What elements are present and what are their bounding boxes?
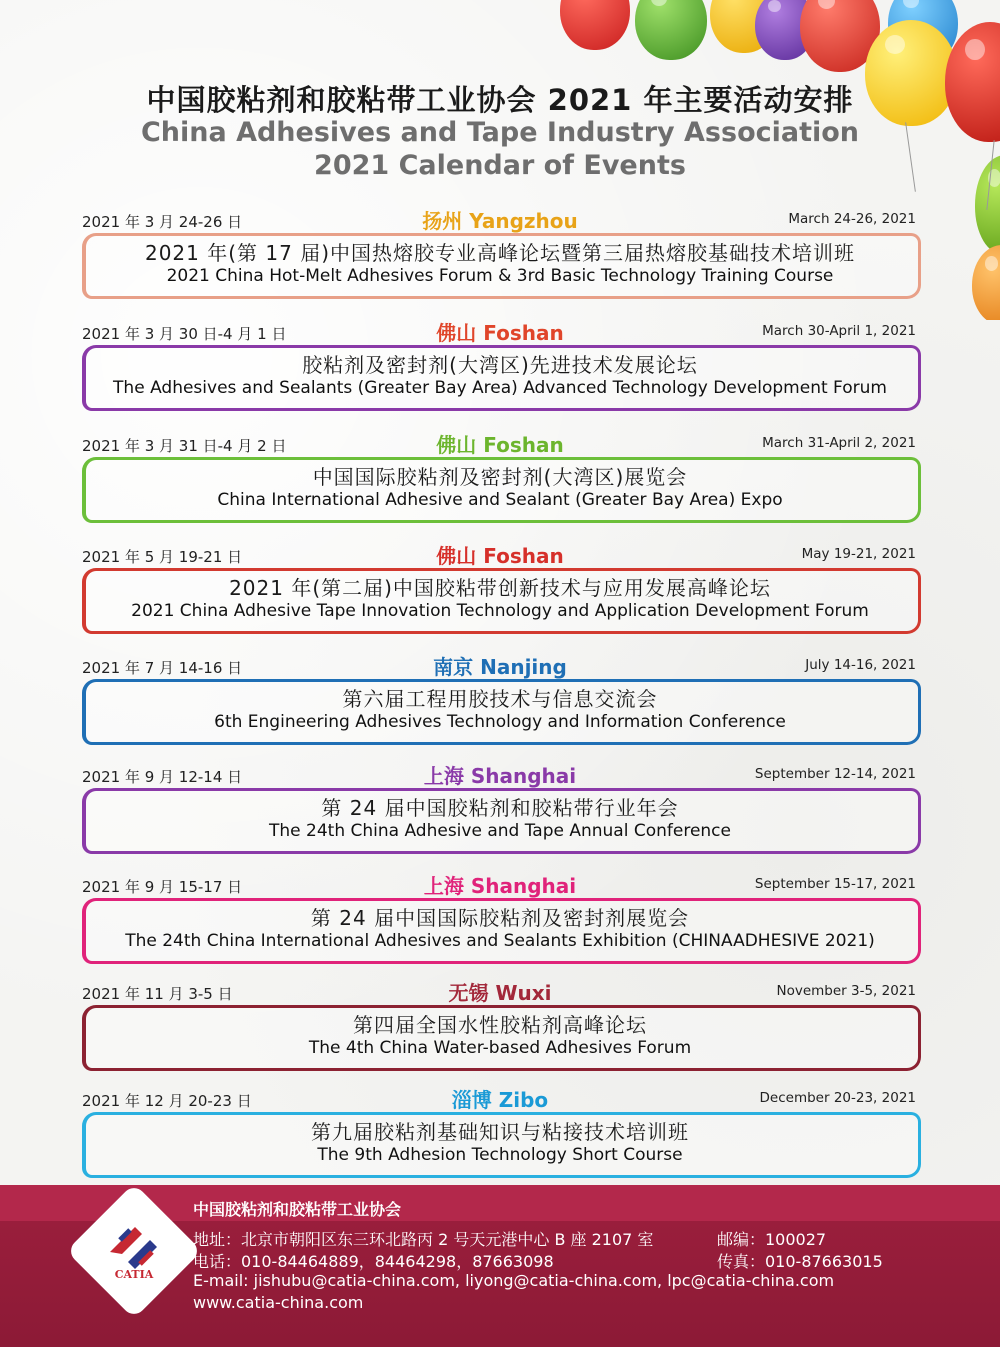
event-title-en: The 24th China International Adhesives and Sealants Exhibition (CHINAADHESIVE 2021)	[125, 931, 875, 951]
event-item	[82, 205, 918, 305]
footer-address: 地址：北京市朝阳区东三环北路丙 2 号天元港中心 B 座 2107 室	[193, 1230, 654, 1249]
event-city: 佛山 Foshan	[436, 321, 564, 345]
footer-org-name: 中国胶粘剂和胶粘带工业协会	[193, 1200, 402, 1219]
catia-logo-text: CATIA	[114, 1268, 154, 1281]
event-title-en: The Adhesives and Sealants (Greater Bay Area) Advanced Technology Development Forum	[113, 378, 887, 398]
balloon-red-icon	[560, 0, 630, 50]
event-item	[82, 540, 918, 640]
event-title-en: The 9th Adhesion Technology Short Course	[317, 1145, 683, 1165]
footer-website-link[interactable]: www.catia-china.com	[193, 1293, 364, 1312]
event-title-en: 2021 China Hot-Melt Adhesives Forum & 3rd Basic Technology Training Course	[166, 266, 834, 286]
event-date-en: March 30-April 1, 2021	[762, 323, 916, 339]
event-title-en: China International Adhesive and Sealant (Greater Bay Area) Expo	[217, 490, 783, 510]
page-title-cn: 中国胶粘剂和胶粘带工业协会 2021 年主要活动安排	[146, 83, 854, 117]
event-date-en: September 12-14, 2021	[754, 766, 916, 782]
event-city: 上海 Shanghai	[423, 764, 577, 788]
footer-email[interactable]: E-mail: jishubu@catia-china.com, liyong@catia-china.com, lpc@catia-china.com	[193, 1271, 835, 1290]
event-item	[82, 651, 918, 751]
event-date-cn: 2021 年 3 月 24-26 日	[82, 213, 243, 231]
event-title-cn: 第九届胶粘剂基础知识与粘接技术培训班	[311, 1120, 689, 1144]
event-item	[82, 429, 918, 529]
event-date-en: July 14-16, 2021	[805, 657, 916, 673]
balloon-green-icon	[635, 0, 707, 60]
event-title-cn: 胶粘剂及密封剂(大湾区)先进技术发展论坛	[302, 353, 698, 377]
event-item	[82, 870, 918, 970]
event-date-cn: 2021 年 3 月 31 日-4 月 2 日	[82, 437, 287, 455]
event-date-en: March 24-26, 2021	[788, 211, 916, 227]
event-title-cn: 第 24 届中国国际胶粘剂及密封剂展览会	[310, 906, 690, 930]
event-title-en: The 4th China Water-based Adhesives Forum	[308, 1038, 692, 1058]
event-city: 淄博 Zibo	[451, 1088, 549, 1112]
event-date-en: March 31-April 2, 2021	[762, 435, 916, 451]
event-item	[82, 1084, 918, 1184]
event-title-cn: 2021 年(第 17 届)中国热熔胶专业高峰论坛暨第三届热熔胶基础技术培训班	[144, 241, 856, 265]
event-city: 无锡 Wuxi	[448, 981, 552, 1005]
event-city: 佛山 Foshan	[436, 544, 564, 568]
event-title-cn: 2021 年(第二届)中国胶粘带创新技术与应用发展高峰论坛	[229, 576, 771, 600]
event-date-cn: 2021 年 3 月 30 日-4 月 1 日	[82, 325, 287, 343]
event-city: 佛山 Foshan	[436, 433, 564, 457]
event-item	[82, 977, 918, 1077]
event-city: 上海 Shanghai	[423, 874, 577, 898]
event-city: 南京 Nanjing	[433, 655, 567, 679]
event-date-cn: 2021 年 12 月 20-23 日	[82, 1092, 252, 1110]
balloon-orange-icon	[972, 245, 1000, 320]
event-title-cn: 第四届全国水性胶粘剂高峰论坛	[353, 1013, 647, 1037]
event-date-cn: 2021 年 7 月 14-16 日	[82, 659, 243, 677]
page-title-en-line1: China Adhesives and Tape Industry Association	[140, 117, 860, 148]
event-date-cn: 2021 年 11 月 3-5 日	[82, 985, 233, 1003]
event-date-en: May 19-21, 2021	[801, 546, 916, 562]
footer-zip: 邮编：100027	[717, 1230, 827, 1249]
page-title-en-line2: 2021 Calendar of Events	[314, 150, 686, 181]
footer-fax: 传真：010-87663015	[717, 1252, 883, 1271]
event-item	[82, 317, 918, 417]
event-title-cn: 第六届工程用胶技术与信息交流会	[342, 687, 658, 711]
footer-phone: 电话：010-84464889，84464298，87663098	[193, 1252, 554, 1271]
event-city: 扬州 Yangzhou	[422, 209, 578, 233]
event-date-en: September 15-17, 2021	[754, 876, 916, 892]
event-item	[82, 760, 918, 860]
event-date-cn: 2021 年 9 月 12-14 日	[82, 768, 243, 786]
event-date-en: November 3-5, 2021	[776, 983, 916, 999]
event-title-cn: 中国国际胶粘剂及密封剂(大湾区)展览会	[312, 465, 688, 489]
event-title-en: The 24th China Adhesive and Tape Annual Conference	[269, 821, 731, 841]
event-title-cn: 第 24 届中国胶粘剂和胶粘带行业年会	[321, 796, 679, 820]
event-date-en: December 20-23, 2021	[759, 1090, 916, 1106]
event-title-en: 6th Engineering Adhesives Technology and Information Conference	[214, 712, 786, 732]
event-title-en: 2021 China Adhesive Tape Innovation Technology and Application Development Forum	[131, 601, 869, 621]
event-date-cn: 2021 年 5 月 19-21 日	[82, 548, 243, 566]
event-date-cn: 2021 年 9 月 15-17 日	[82, 878, 243, 896]
